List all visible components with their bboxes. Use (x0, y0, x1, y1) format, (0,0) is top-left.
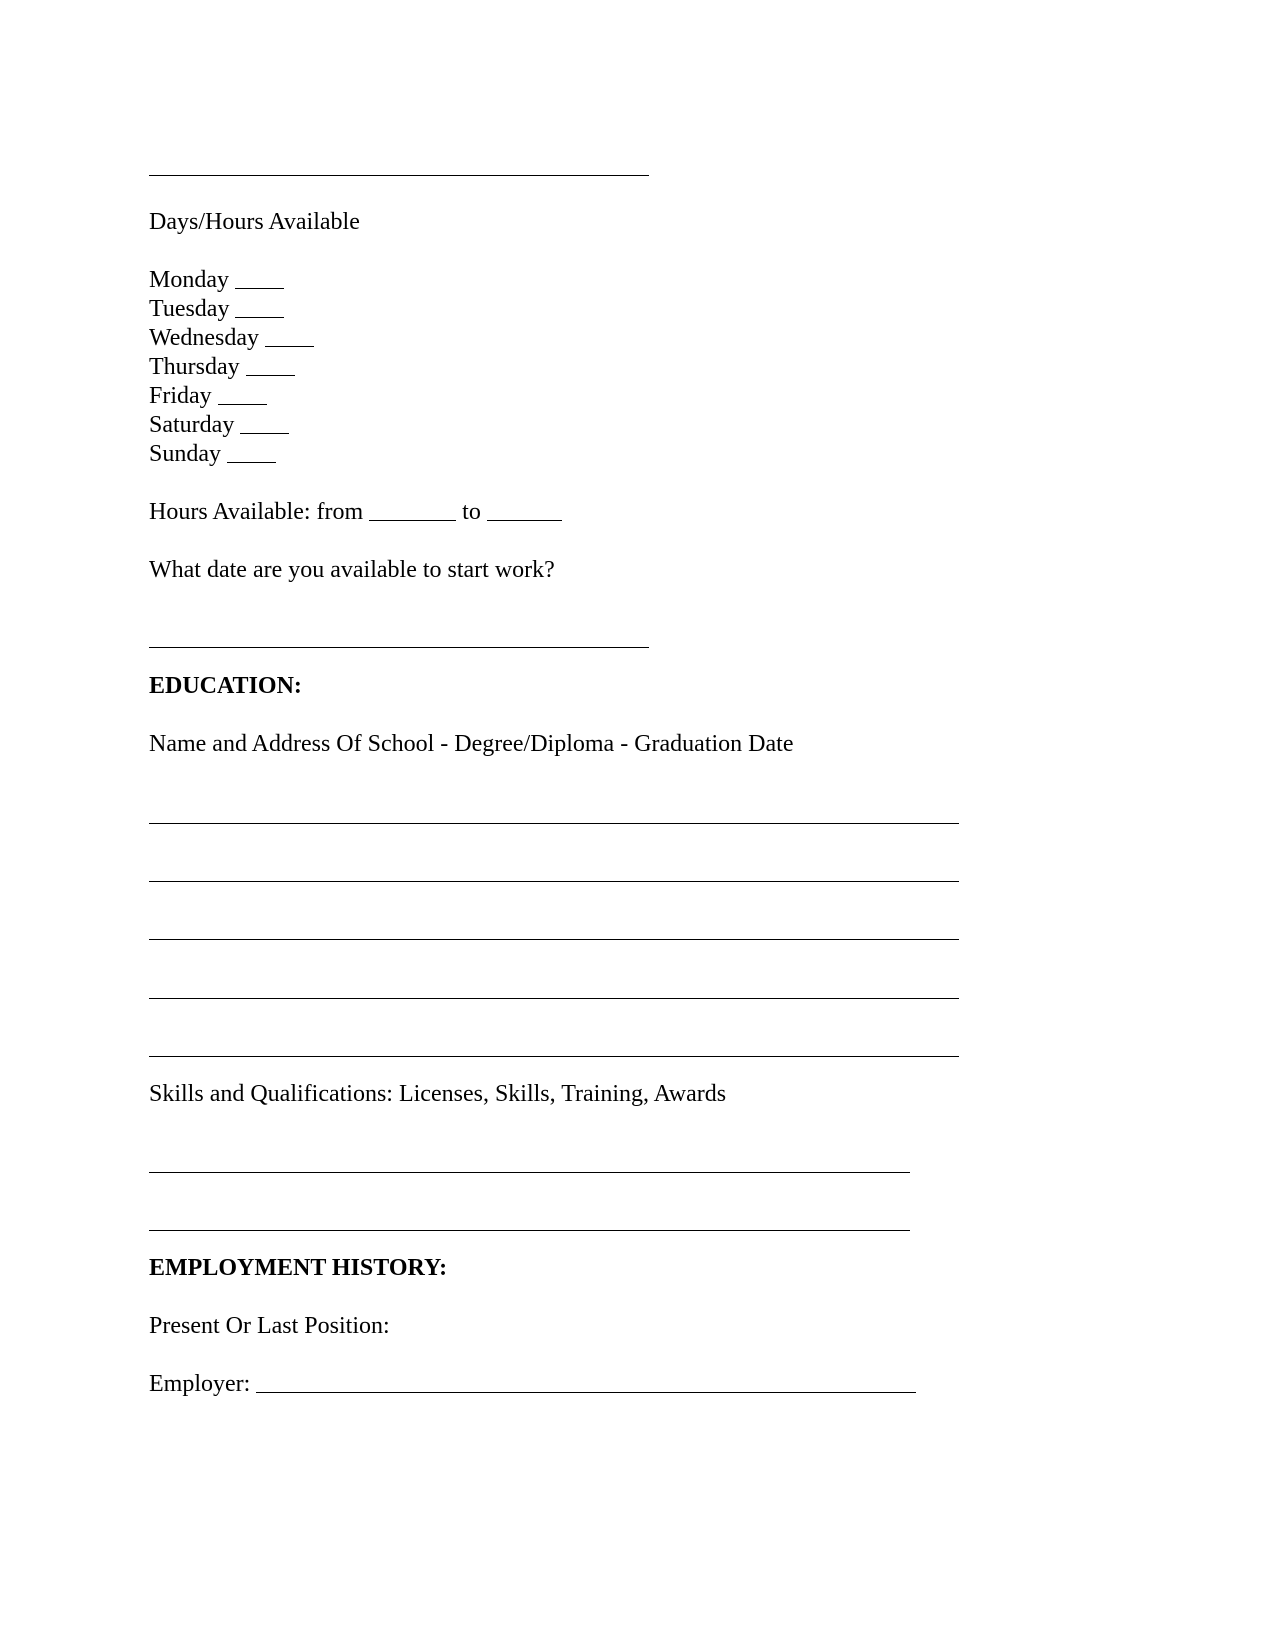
employer-row (149, 1370, 916, 1399)
top-blank-line[interactable] (149, 175, 649, 176)
position-label: Present Or Last Position: (149, 1313, 390, 1339)
day-blank-sunday[interactable] (227, 440, 276, 463)
day-blank-saturday[interactable] (240, 411, 289, 434)
day-label: Saturday (149, 412, 235, 438)
day-blank-monday[interactable] (235, 266, 284, 289)
day-row-sunday (149, 440, 276, 469)
skills-blank-line-1[interactable] (149, 1172, 910, 1173)
day-label: Sunday (149, 441, 221, 467)
education-blank-line-1[interactable] (149, 823, 959, 824)
education-heading: EDUCATION: (149, 673, 302, 699)
day-label: Friday (149, 383, 212, 409)
education-blank-line-5[interactable] (149, 1056, 959, 1057)
day-label: Wednesday (149, 325, 260, 351)
day-row-wednesday (149, 324, 314, 353)
day-row-friday (149, 382, 267, 411)
education-prompt: Name and Address Of School - Degree/Diploma - Graduation Date (149, 731, 794, 757)
start-date-question: What date are you available to start work? (149, 557, 555, 583)
day-row-monday (149, 266, 284, 295)
day-label: Thursday (149, 354, 240, 380)
day-label: Tuesday (149, 296, 230, 322)
skills-prompt: Skills and Qualifications: Licenses, Skills, Training, Awards (149, 1081, 727, 1107)
day-blank-friday[interactable] (218, 382, 267, 405)
education-blank-line-3[interactable] (149, 939, 959, 940)
day-blank-wednesday[interactable] (265, 324, 314, 347)
skills-blank-line-2[interactable] (149, 1230, 910, 1231)
employer-blank[interactable] (256, 1370, 916, 1393)
employment-history-heading: EMPLOYMENT HISTORY: (149, 1255, 448, 1281)
start-date-blank-line[interactable] (149, 647, 649, 648)
days-hours-heading: Days/Hours Available (149, 209, 360, 235)
hours-to-label: to (462, 499, 481, 525)
hours-available-row (149, 498, 562, 527)
hours-from-label: Hours Available: from (149, 499, 364, 525)
day-label: Monday (149, 267, 229, 293)
education-blank-line-2[interactable] (149, 881, 959, 882)
day-row-tuesday (149, 295, 284, 324)
day-row-thursday (149, 353, 295, 382)
day-blank-tuesday[interactable] (235, 295, 284, 318)
day-blank-thursday[interactable] (246, 353, 295, 376)
hours-from-blank[interactable] (369, 498, 456, 521)
education-blank-line-4[interactable] (149, 998, 959, 999)
day-row-saturday (149, 411, 289, 440)
hours-to-blank[interactable] (487, 498, 562, 521)
employer-label: Employer: (149, 1371, 251, 1397)
